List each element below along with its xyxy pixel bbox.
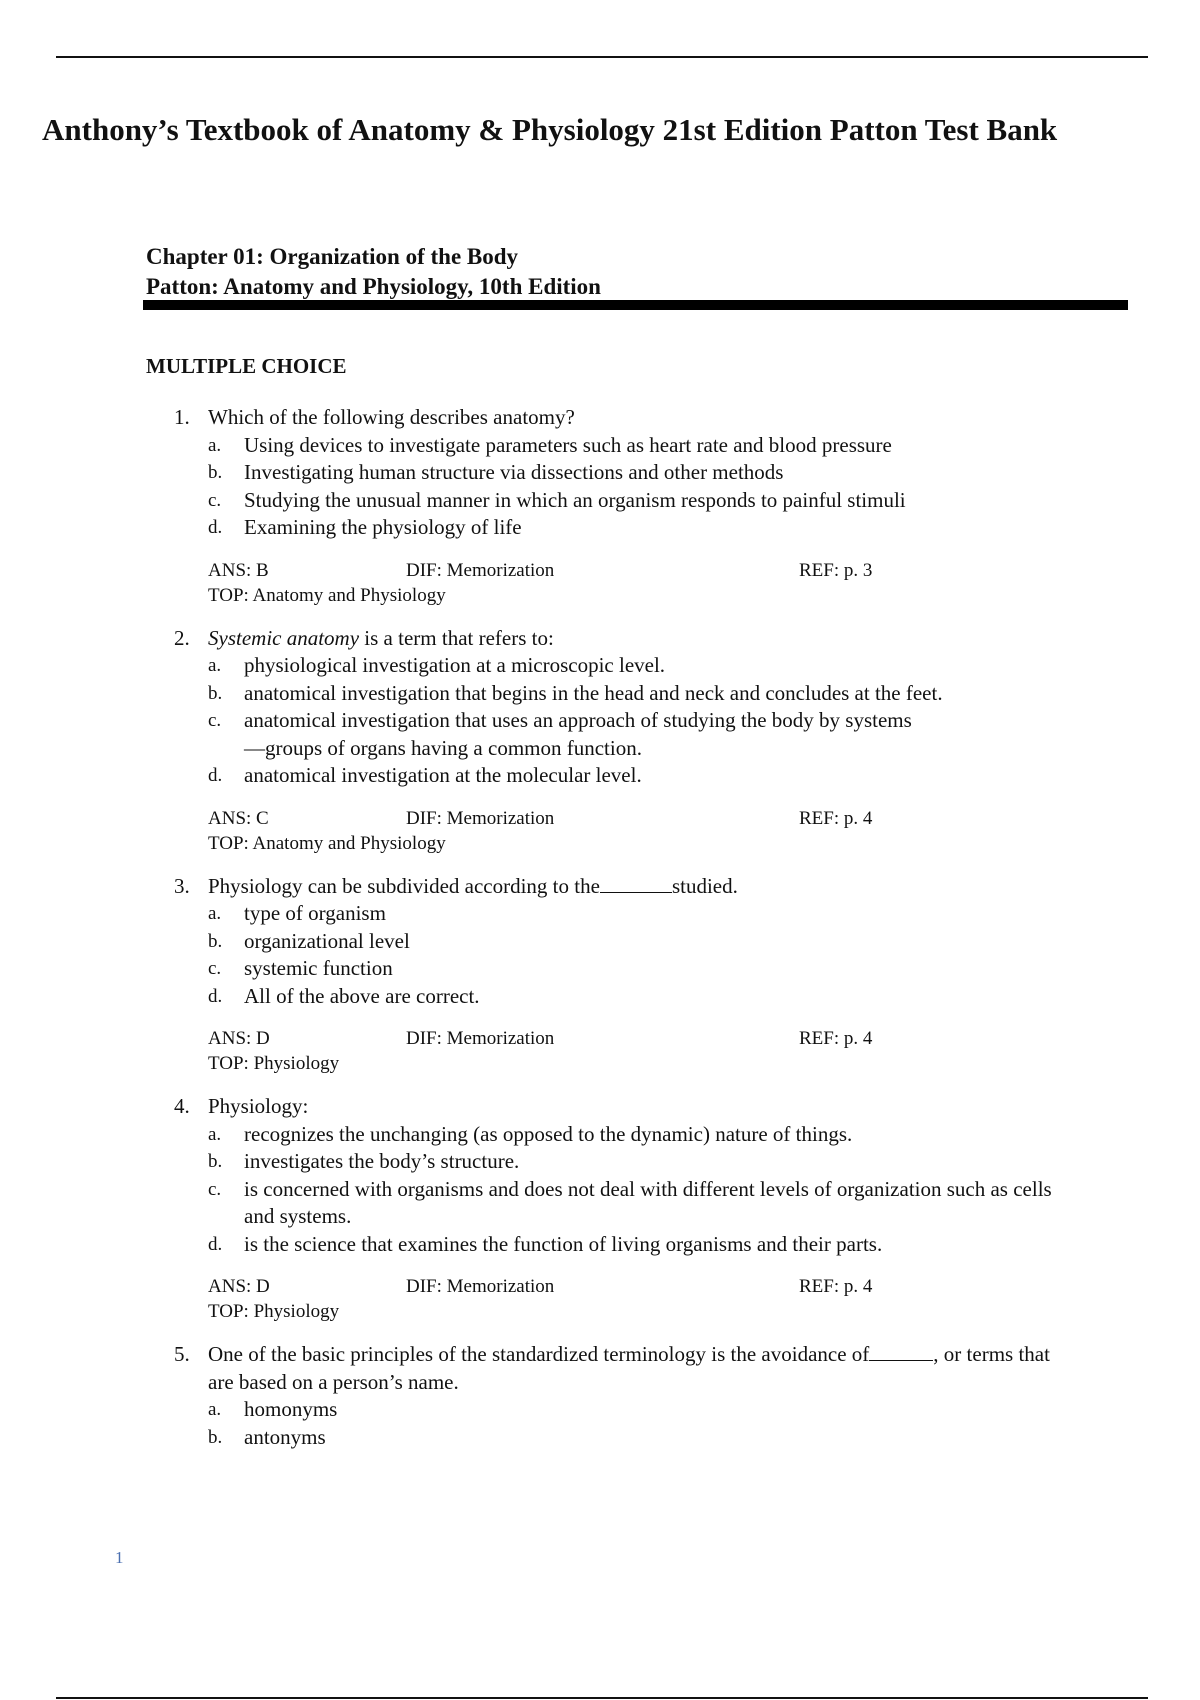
option-letter: b. [208, 462, 223, 483]
option [208, 707, 1106, 762]
option [208, 762, 1106, 790]
difficulty: DIF: Memorization [406, 559, 555, 581]
option [208, 1424, 1106, 1452]
option-text: anatomical investigation that uses an approach of studying the body by systems—groups of organs having a common function. [244, 708, 912, 760]
question-number: 5. [174, 1342, 190, 1366]
question-number: 4. [174, 1094, 190, 1118]
option [208, 1148, 1106, 1176]
option [208, 680, 1106, 708]
page-number: 1 [115, 1548, 124, 1567]
page-reference: REF: p. 4 [799, 1028, 873, 1049]
question-stem: Physiology: [208, 1094, 309, 1118]
question-number: 3. [174, 873, 190, 898]
stem-text: studied. [671, 873, 738, 898]
answer-key: ANS: D [208, 1276, 270, 1297]
stem-text: is a term that refers to: [359, 625, 554, 650]
answer-key: ANS: B [208, 559, 269, 581]
option-text: Investigating human structure via dissections and other methods [244, 460, 784, 484]
option-text: antonyms [244, 1424, 326, 1449]
document-title: Anthony’s Textbook of Anatomy & Physiology 21st Edition Patton Test Bank [42, 112, 1058, 147]
option-letter: b. [208, 930, 223, 952]
option-letter: a. [208, 434, 222, 456]
option-letter: a. [208, 655, 222, 676]
difficulty: DIF: Memorization [406, 807, 555, 829]
question-stem: Which of the following describes anatomy? [208, 405, 575, 429]
option-text: recognizes the unchanging (as opposed to the dynamic) nature of things. [244, 1121, 853, 1146]
option-letter: a. [208, 1123, 222, 1145]
option-letter: a. [208, 903, 222, 924]
option-letter: c. [208, 489, 222, 511]
stem-text: One of the basic principles of the standardized terminology is the avoidance of [208, 1342, 870, 1366]
answer-key: ANS: D [208, 1028, 270, 1049]
option-text: anatomical investigation that begins in the head and neck and concludes at the feet. [244, 680, 943, 705]
answer-metadata [208, 1274, 1106, 1324]
option [208, 955, 1106, 983]
option-letter: a. [208, 1399, 222, 1420]
option-text: type of organism [244, 901, 386, 925]
option-text: Using devices to investigate parameters such as heart rate and blood pressure [244, 432, 892, 457]
chapter-title: Chapter 01: Organization of the Body [146, 244, 519, 269]
option-letter: c. [208, 710, 222, 731]
topic: TOP: Physiology [208, 1301, 340, 1322]
fill-in-blank [600, 874, 672, 893]
answer-key: ANS: C [208, 807, 269, 829]
header-divider [143, 300, 1128, 310]
option-letter: b. [208, 1151, 223, 1172]
option [208, 900, 1106, 928]
option-letter: d. [208, 1233, 223, 1255]
option [208, 1121, 1106, 1149]
option-text: physiological investigation at a microscopic level. [244, 653, 666, 677]
option [208, 459, 1106, 487]
option-letter: c. [208, 958, 222, 979]
option [208, 983, 1106, 1011]
question-1 [146, 404, 1106, 608]
fill-in-blank [869, 1342, 933, 1361]
option-text: systemic function [244, 956, 393, 980]
option [208, 928, 1106, 956]
option-text: investigates the body’s structure. [244, 1149, 520, 1173]
option-letter: b. [208, 1426, 223, 1448]
option-text: is concerned with organisms and does not deal with different levels of organization such as cells and systems. [244, 1176, 1052, 1228]
topic: TOP: Anatomy and Physiology [208, 832, 446, 854]
option-text: Studying the unusual manner in which an organism responds to painful stimuli [244, 487, 906, 512]
option [208, 1176, 1106, 1231]
option-text: is the science that examines the function of living organisms and their parts. [244, 1231, 883, 1256]
option-text: Examining the physiology of life [244, 515, 522, 539]
option [208, 1396, 1106, 1424]
question-4 [146, 1093, 1106, 1324]
answer-metadata [208, 806, 1106, 856]
difficulty: DIF: Memorization [406, 1276, 555, 1297]
topic: TOP: Physiology [208, 1053, 340, 1074]
topic: TOP: Anatomy and Physiology [208, 584, 446, 606]
option [208, 514, 1106, 542]
option [208, 487, 1106, 515]
question-5 [146, 1341, 1106, 1451]
question-2 [146, 625, 1106, 856]
option-letter: c. [208, 1178, 222, 1200]
chapter-header [146, 242, 601, 302]
difficulty: DIF: Memorization [406, 1028, 555, 1049]
page-reference: REF: p. 3 [799, 559, 873, 581]
option-letter: d. [208, 517, 223, 538]
answer-metadata [208, 558, 1106, 608]
option-text: organizational level [244, 928, 410, 953]
option-text: anatomical investigation at the molecular level. [244, 763, 642, 787]
option-text: homonyms [244, 1397, 338, 1421]
italic-term: Systemic anatomy [208, 625, 360, 650]
option-letter: d. [208, 985, 223, 1007]
option-text: All of the above are correct. [244, 983, 480, 1008]
option [208, 1231, 1106, 1259]
question-list [146, 404, 1106, 1468]
book-title: Patton: Anatomy and Physiology, 10th Edition [146, 274, 601, 299]
option-letter: d. [208, 765, 223, 786]
page-reference: REF: p. 4 [799, 1276, 873, 1297]
bottom-rule [56, 1697, 1148, 1699]
answer-metadata [208, 1026, 1106, 1076]
option [208, 652, 1106, 680]
question-stem [208, 873, 1106, 901]
page-reference: REF: p. 4 [799, 807, 873, 829]
question-stem [208, 625, 1106, 653]
option-letter: b. [208, 682, 223, 704]
top-rule [56, 56, 1148, 58]
question-number: 1. [174, 405, 190, 429]
stem-text: Physiology can be subdivided according to the [208, 873, 600, 898]
question-number: 2. [174, 625, 190, 650]
question-stem [208, 1341, 1078, 1396]
option [208, 432, 1106, 460]
section-label: MULTIPLE CHOICE [146, 354, 347, 378]
stem-text: , or terms that are based on a person’s name. [208, 1342, 1050, 1394]
question-3 [146, 873, 1106, 1077]
